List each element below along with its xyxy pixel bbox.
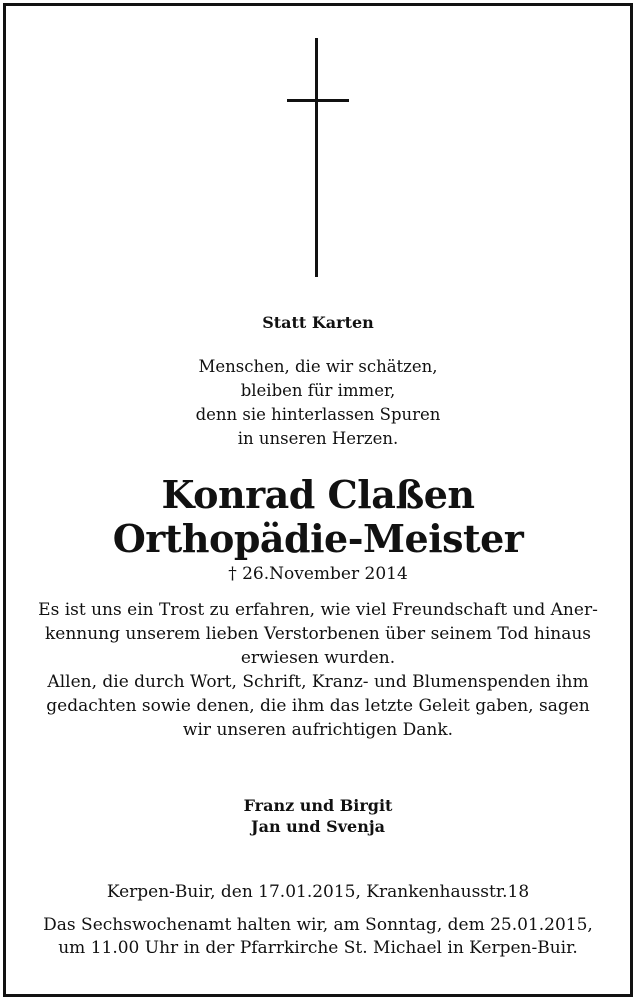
memorial-poem bbox=[0, 355, 636, 451]
death-date: † 26.November 2014 bbox=[228, 564, 408, 584]
signer-line: Jan und Svenja bbox=[251, 817, 385, 836]
cross-horizontal-bar bbox=[287, 99, 349, 102]
statt-karten-heading: Statt Karten bbox=[262, 313, 374, 332]
cross-vertical-bar bbox=[315, 38, 318, 277]
thanks-line: wir unseren aufrichtigen Dank. bbox=[182, 720, 454, 740]
poem-line: Menschen, die wir schätzen, bbox=[198, 357, 438, 376]
poem-line: denn sie hinterlassen Spuren bbox=[195, 405, 441, 424]
thanks-line: kennung unserem lieben Verstorbenen über seinem Tod hinaus bbox=[44, 624, 592, 644]
deceased-name: Konrad Claßen bbox=[161, 472, 475, 517]
signers-block bbox=[0, 795, 636, 837]
thanks-line: gedachten sowie denen, die ihm das letzte Geleit gaben, sagen bbox=[46, 696, 590, 716]
poem-line: bleiben für immer, bbox=[240, 381, 396, 400]
place-and-date: Kerpen-Buir, den 17.01.2015, Krankenhausstr.18 bbox=[106, 882, 530, 902]
service-line: Das Sechswochenamt halten wir, am Sonntag, dem 25.01.2015, bbox=[43, 915, 593, 935]
thanks-paragraph bbox=[0, 598, 636, 742]
thanks-line: Es ist uns ein Trost zu erfahren, wie viel Freundschaft und Aner- bbox=[38, 600, 598, 620]
service-announcement bbox=[0, 914, 636, 960]
deceased-profession: Orthopädie-Meister bbox=[112, 516, 524, 561]
signer-line: Franz und Birgit bbox=[243, 796, 393, 815]
thanks-line: erwiesen wurden. bbox=[240, 648, 396, 668]
poem-line: in unseren Herzen. bbox=[237, 429, 399, 448]
service-line: um 11.00 Uhr in der Pfarrkirche St. Michael in Kerpen-Buir. bbox=[58, 938, 578, 958]
thanks-line: Allen, die durch Wort, Schrift, Kranz- und Blumenspenden ihm bbox=[47, 672, 589, 692]
